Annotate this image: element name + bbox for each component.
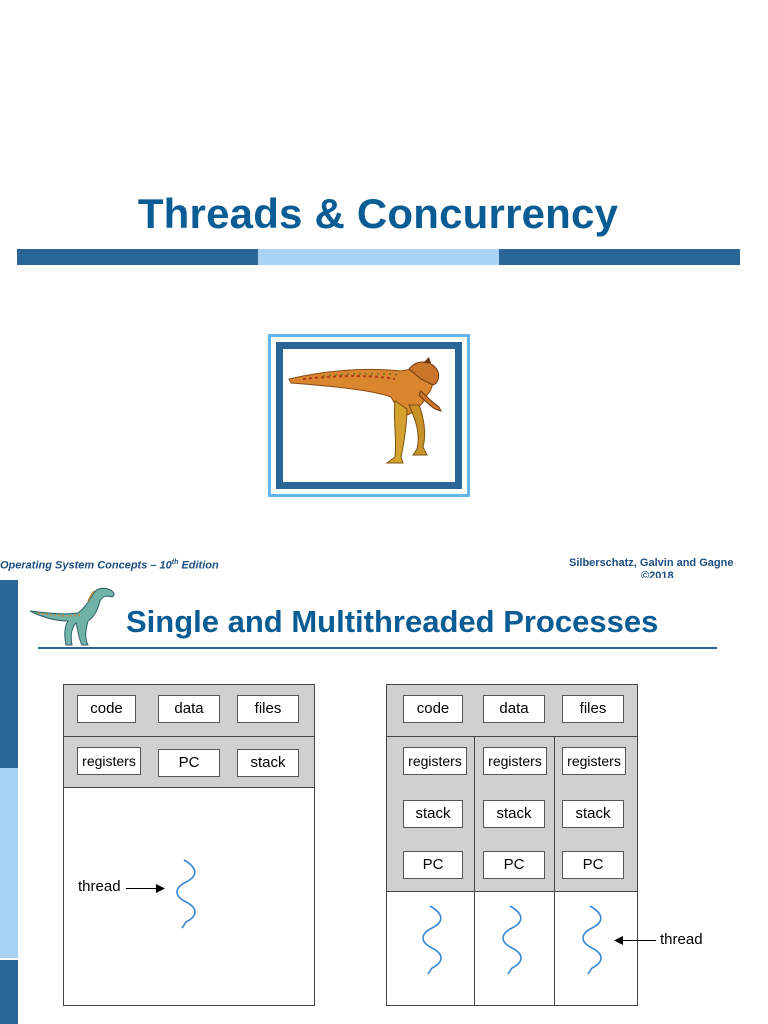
side-strip-bottom: [0, 960, 18, 1024]
registers-box: registers: [403, 747, 467, 775]
slide-title: Threads & Concurrency: [137, 190, 619, 237]
footer-book-title: Operating System Concepts – 10th Edition: [0, 559, 219, 572]
data-box: data: [483, 695, 545, 723]
dinosaur-icon: [28, 583, 118, 647]
dinosaur-logo-frame: [268, 334, 470, 497]
side-strip-middle: [0, 768, 18, 958]
files-box: files: [237, 695, 299, 723]
registers-box: registers: [77, 747, 141, 775]
footer-authors: Silberschatz, Galvin and Gagne: [569, 557, 734, 569]
arrow-head-icon: [156, 884, 165, 893]
stack-box: stack: [403, 800, 463, 828]
footer-copyright: ©2018: [641, 571, 674, 578]
dinosaur-icon: [283, 349, 455, 482]
data-box: data: [158, 695, 220, 723]
single-threaded-process: [63, 684, 315, 1006]
thread-arrow: [126, 888, 158, 889]
pc-box: PC: [562, 851, 624, 879]
stack-box: stack: [237, 749, 299, 777]
thread-wave-icon: [502, 904, 524, 976]
registers-box: registers: [483, 747, 547, 775]
processes-slide: [0, 580, 768, 1024]
thread-divider: [554, 737, 555, 1005]
title-bar-middle: [258, 249, 499, 265]
code-box: code: [403, 695, 463, 723]
code-box: code: [77, 695, 136, 723]
pc-box: PC: [483, 851, 545, 879]
thread-wave-icon: [582, 904, 604, 976]
thread-arrow: [620, 940, 656, 941]
dinosaur-logo: [276, 342, 462, 489]
stack-box: stack: [483, 800, 545, 828]
slide-title: Single and Multithreaded Processes: [126, 604, 659, 639]
title-bar-right: [499, 249, 740, 265]
thread-wave-icon: [176, 858, 198, 930]
pc-box: PC: [403, 851, 463, 879]
thread-label: thread: [660, 931, 703, 948]
title-underline: [38, 647, 717, 649]
thread-label: thread: [78, 878, 121, 895]
side-strip-top: [0, 580, 18, 768]
thread-wave-icon: [422, 904, 444, 976]
files-box: files: [562, 695, 624, 723]
registers-box: registers: [562, 747, 626, 775]
title-bar-left: [17, 249, 258, 265]
pc-box: PC: [158, 749, 220, 777]
thread-divider: [474, 737, 475, 1005]
stack-box: stack: [562, 800, 624, 828]
